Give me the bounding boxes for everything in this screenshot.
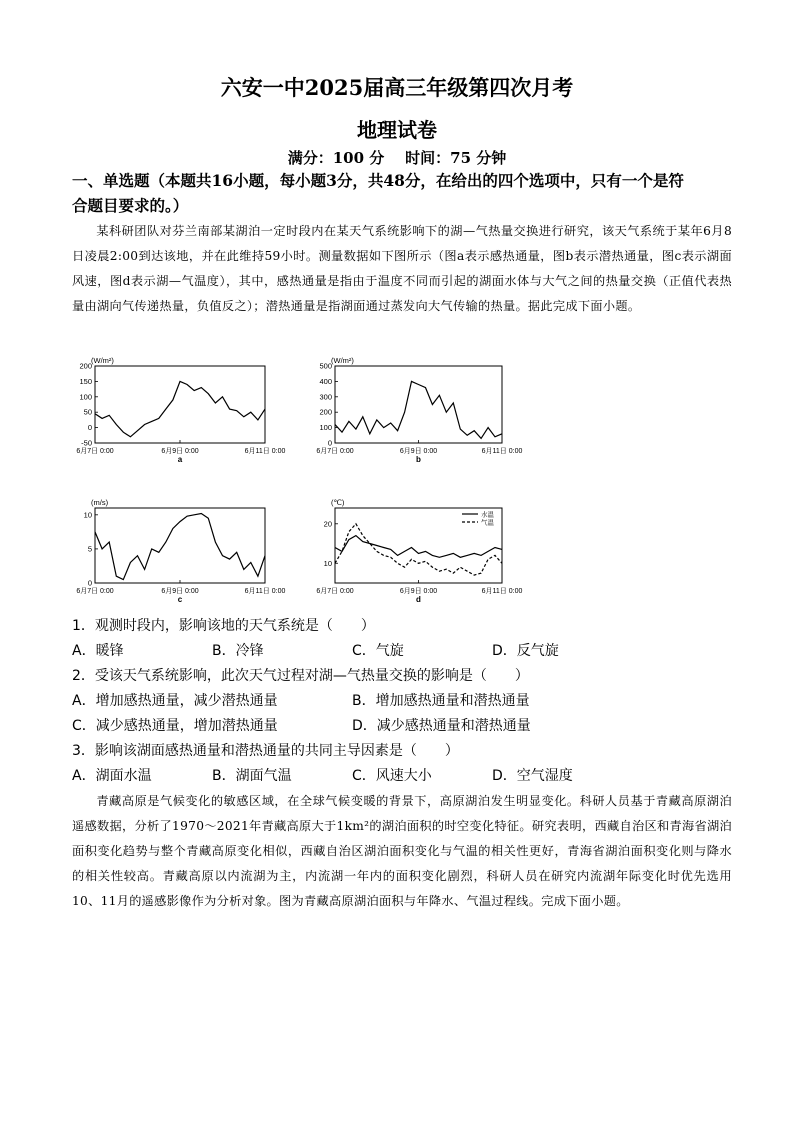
x-tick-label: 6月11日 0:00	[244, 448, 286, 455]
x-tick-label: 6月9日 0:00	[399, 588, 438, 595]
q2-option-d[interactable]: D．减少感热通量和潜热通量	[352, 718, 531, 734]
y-unit-label: (m/s)	[91, 498, 109, 507]
x-tick-label: 6月7日 0:00	[76, 588, 114, 595]
y-tick-label: 300	[319, 392, 332, 402]
x-tick-label: 6月11日 0:00	[244, 588, 286, 595]
question-3-stem: 3．影响该湖面感热通量和潜热通量的共同主导因素是（ ）	[72, 743, 459, 759]
section-heading-line1: 一、单选题（本题共16小题，每小题3分，共48分，在给出的四个选项中，只有一个是符	[72, 171, 684, 190]
series-line-1	[95, 381, 265, 436]
passage-1: 某科研团队对芬兰南部某湖泊一定时段内在某天气系统影响下的湖—气热量交换进行研究，该天气系统于某年6月8日凌晨2:00到达该地，并在此维持59小时。测量数据如下图所示（图a表示感热通量，图b表示潜热通量，图c表示湖面风速，图d表示湖—气温度），其中，感热通量是指由于温度不同而引起的湖面水体与大气之间的热量交换（正值代表热量由湖向气传递热量，负值反之）；潜热通量是指湖面通过蒸发向大气传输的热量。据此完成下面小题。	[72, 224, 732, 313]
exam-title: 六安一中2025届高三年级第四次月考	[220, 75, 574, 100]
figure-group	[0, 348, 794, 608]
legend-label: 气温	[481, 519, 494, 527]
q3-option-b[interactable]: B．湖面气温	[212, 768, 292, 784]
q1-option-c[interactable]: C．气旋	[352, 643, 404, 659]
y-tick-label: 100	[79, 392, 92, 402]
plot-frame	[335, 366, 502, 443]
y-tick-label: 200	[79, 361, 92, 371]
chart-c	[76, 498, 285, 604]
section-heading-line2: 合题目要求的。）	[72, 196, 189, 215]
x-tick-label: 6月9日 0:00	[161, 448, 199, 455]
x-tick-label: 6月11日 0:00	[481, 448, 523, 455]
y-tick-label: 20	[323, 519, 332, 529]
panel-label: b	[416, 455, 421, 464]
q3-option-d[interactable]: D．空气湿度	[492, 768, 573, 784]
question-2-stem: 2．受该天气系统影响，此次天气过程对湖—气热量交换的影响是（ ）	[72, 668, 529, 684]
x-tick-label: 6月9日 0:00	[399, 448, 438, 455]
y-unit-label: (W/m²)	[331, 356, 354, 365]
x-tick-label: 6月7日 0:00	[76, 448, 114, 455]
y-tick-label: 500	[319, 361, 332, 371]
y-tick-label: 50	[83, 407, 92, 417]
passage-2: 青藏高原是气候变化的敏感区域，在全球气候变暖的背景下，高原湖泊发生明显变化。科研人员基于青藏高原湖泊遥感数据，分析了1970～2021年青藏高原大于1km²的湖泊面积的时空变化特征。研究表明，西藏自治区和青海省湖泊面积变化趋势与整个青藏高原变化相似，西藏自治区湖泊面积变化与气温的相关性更好，青海省湖泊面积变化则与降水的相关性较高。青藏高原以内流湖为主，内流湖一年内的面积变化剧烈，科研人员在研究内流湖年际变化时优先选用10、11月的遥感影像作为分析对象。图为青藏高原湖泊面积与年降水、气温过程线。完成下面小题。	[72, 794, 732, 908]
q1-option-a[interactable]: A．暖锋	[72, 643, 124, 659]
question-1-stem: 1．观测时段内，影响该地的天气系统是（ ）	[72, 618, 375, 634]
exam-info: 满分：100 分 时间：75 分钟	[287, 149, 507, 167]
q3-option-a[interactable]: A．湖面水温	[72, 768, 152, 784]
x-tick-label: 6月7日 0:00	[316, 448, 354, 455]
y-tick-label: 0	[87, 578, 92, 588]
y-unit-label: (℃)	[331, 498, 345, 507]
q1-option-b[interactable]: B．冷锋	[212, 643, 264, 659]
chart-a	[76, 356, 285, 464]
legend-label: 水温	[481, 511, 494, 519]
subject-title: 地理试卷	[357, 118, 437, 142]
panel-label: d	[416, 595, 421, 604]
plot-frame	[95, 508, 265, 583]
series-line-1	[95, 514, 265, 580]
section-heading	[72, 168, 732, 218]
chart-b	[316, 356, 522, 464]
plot-frame	[95, 366, 265, 443]
y-tick-label: 150	[79, 376, 92, 386]
y-tick-label: 200	[319, 407, 332, 417]
y-tick-label: 0	[87, 423, 92, 433]
panel-label: c	[177, 595, 183, 604]
q1-option-d[interactable]: D．反气旋	[492, 643, 559, 659]
chart-d	[316, 498, 522, 604]
y-tick-label: 10	[323, 558, 332, 568]
series-line-1	[335, 381, 502, 438]
y-tick-label: 10	[83, 510, 92, 520]
y-tick-label: 0	[327, 438, 332, 448]
series-line-1	[335, 536, 502, 558]
series-line-2	[335, 524, 502, 575]
q3-option-c[interactable]: C．风速大小	[352, 768, 432, 784]
plot-frame	[335, 508, 502, 583]
x-tick-label: 6月11日 0:00	[481, 588, 523, 595]
panel-label: a	[177, 455, 183, 464]
y-tick-label: 100	[319, 423, 332, 433]
y-tick-label: 400	[319, 376, 332, 386]
q2-option-b[interactable]: B．增加感热通量和潜热通量	[352, 693, 530, 709]
x-tick-label: 6月7日 0:00	[316, 588, 354, 595]
q2-option-c[interactable]: C．减少感热通量，增加潜热通量	[72, 718, 278, 734]
q2-option-a[interactable]: A．增加感热通量，减少潜热通量	[72, 693, 278, 709]
y-unit-label: (W/m²)	[91, 356, 114, 365]
y-tick-label: -50	[81, 438, 92, 448]
x-tick-label: 6月9日 0:00	[161, 588, 199, 595]
y-tick-label: 5	[87, 544, 92, 554]
